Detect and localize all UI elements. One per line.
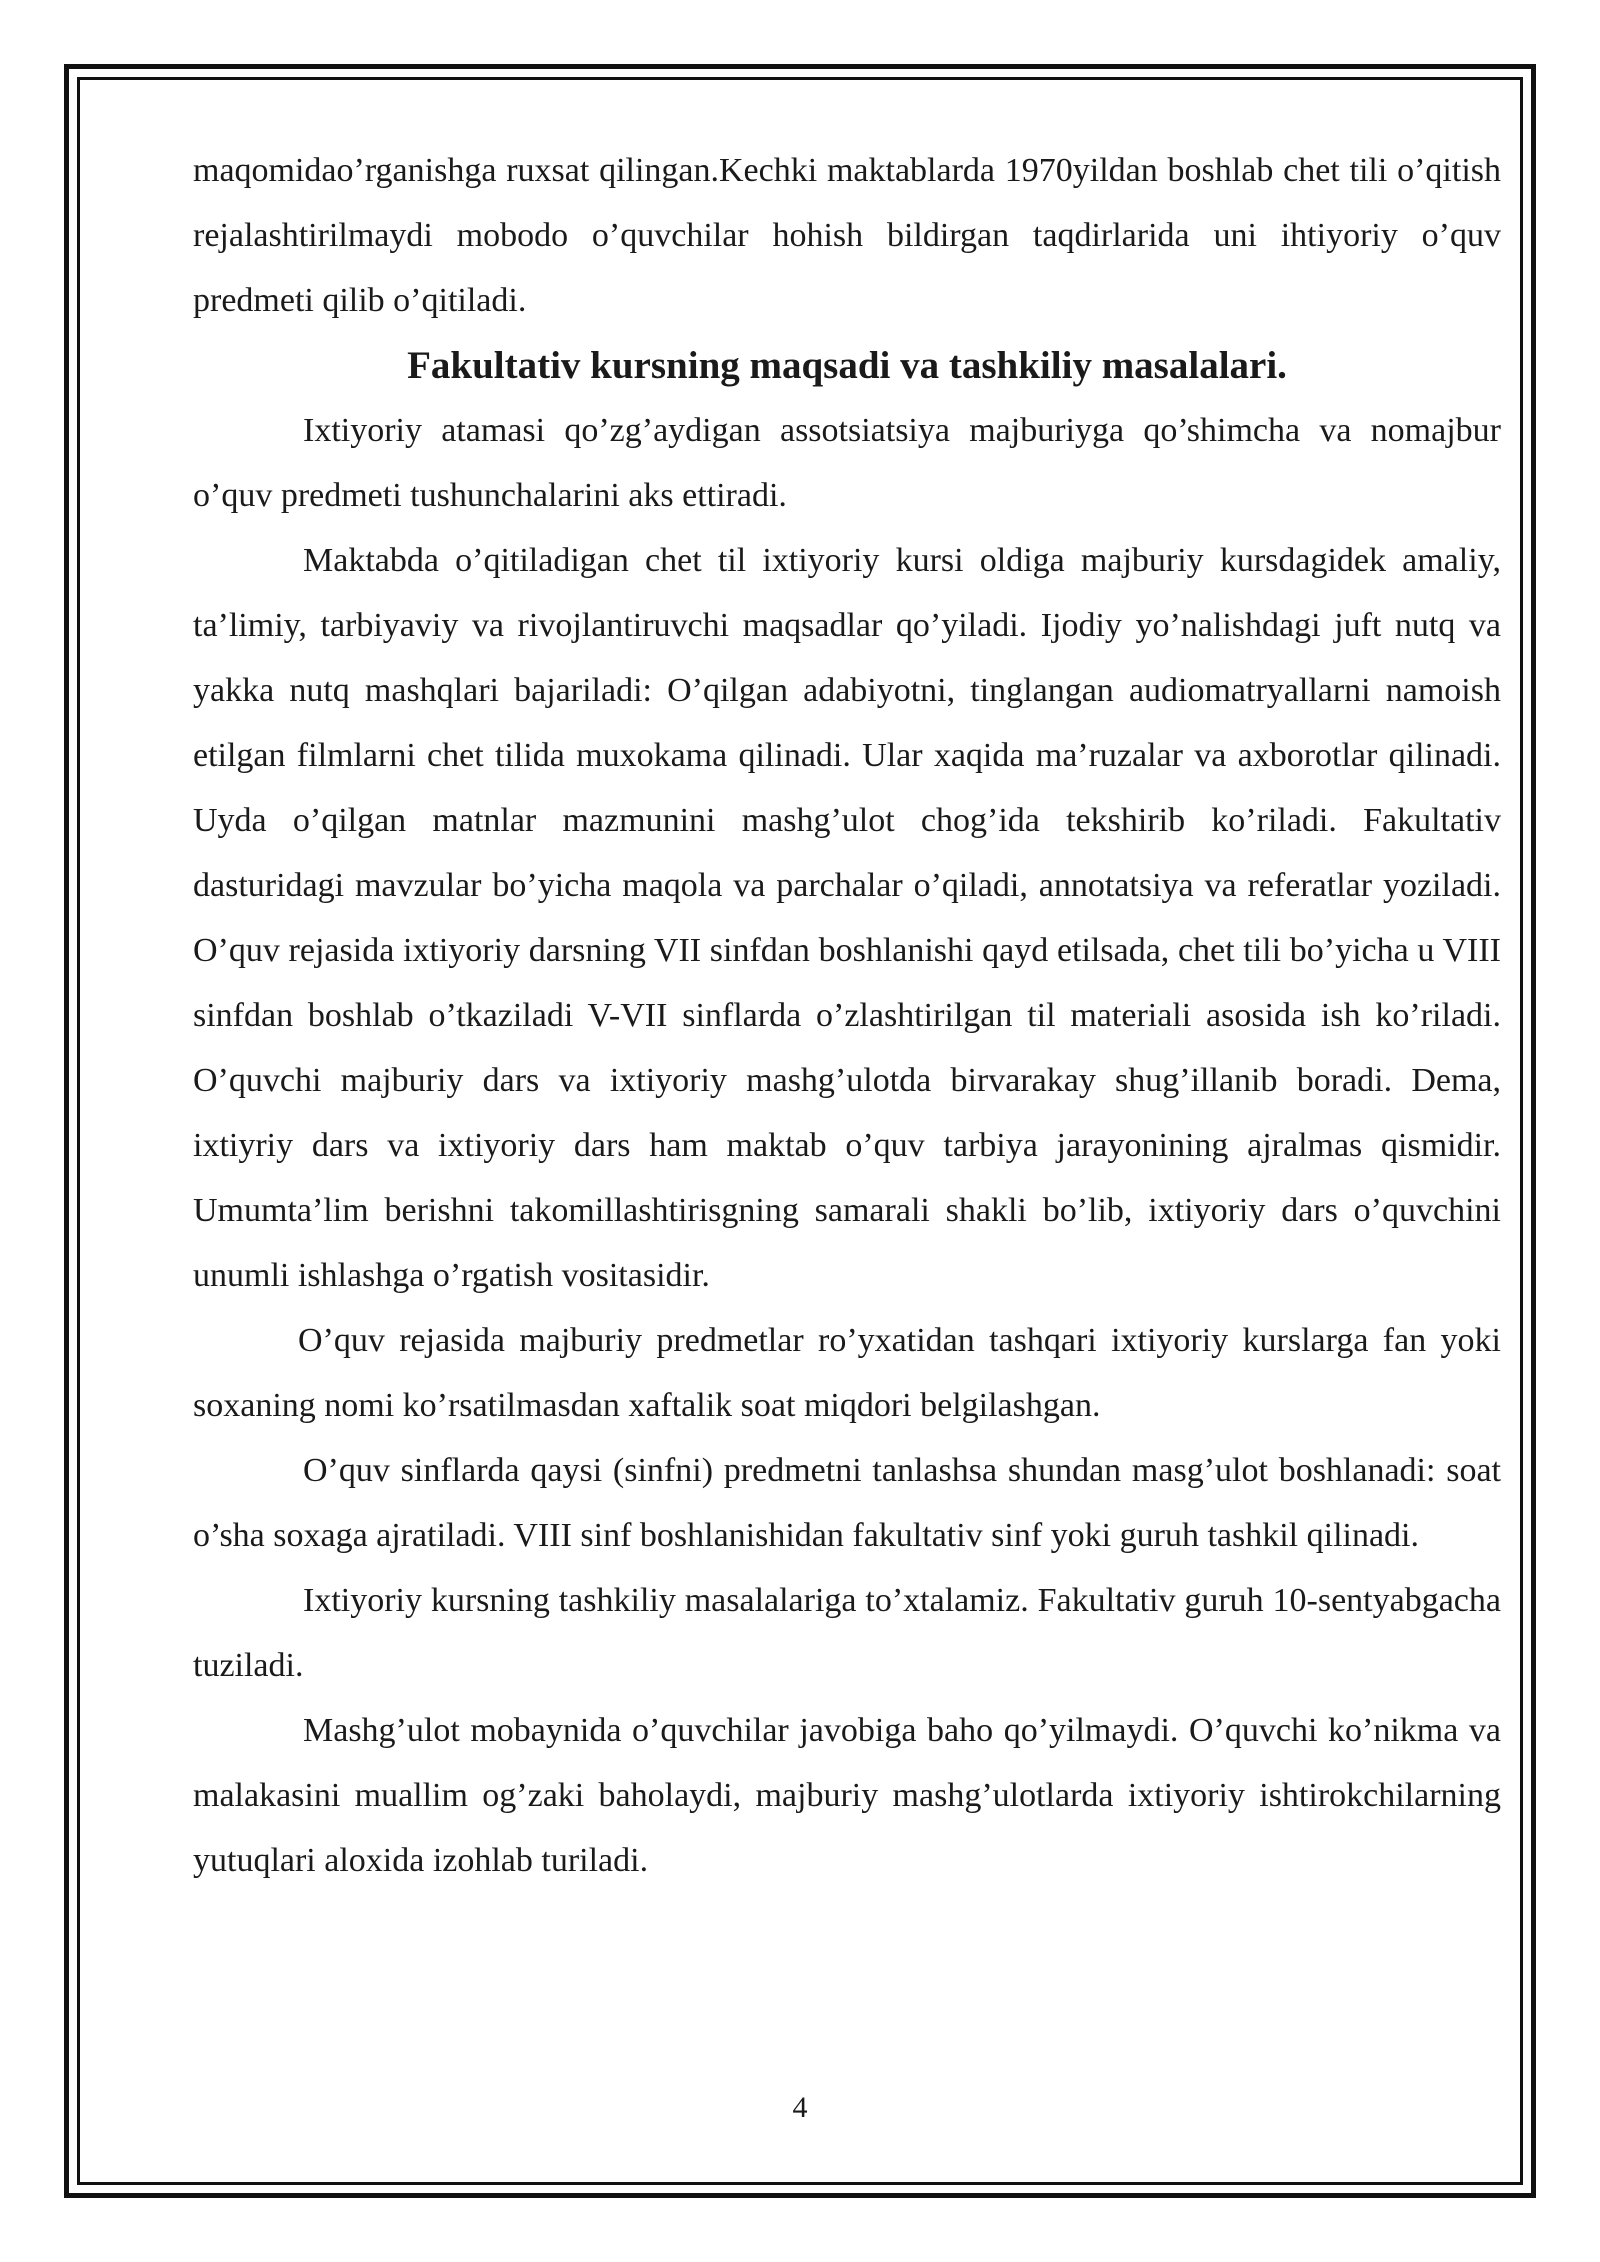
paragraph-definition: Ixtiyoriy atamasi qo’zg’aydigan assotsiatsiya majburiyga qo’shimcha va nomajbur o’quv predmeti tushunchalarini aks ettiradi. (193, 412, 1501, 514)
paragraph-continuation: maqomidao’rganishga ruxsat qilingan.Kechki maktablarda 1970yildan boshlab chet tili o’qitish rejalashtirilmaydi mobodo o’quvchilar hohish bildirgan taqdirlarida uni ihtiyoriy o’quv predmeti qilib o’qitiladi. (193, 152, 1501, 319)
page-number: 4 (792, 2091, 808, 2124)
page-content (193, 138, 1501, 1893)
paragraph-class-selection: O’quv sinflarda qaysi (sinfni) predmetni tanlashsa shundan masg’ulot boshlanadi: soat o’sha soxaga ajratiladi. VIII sinf boshlanishidan fakultativ sinf yoki guruh tashkil qilinadi. (193, 1452, 1501, 1554)
paragraph-goals: Maktabda o’qitiladigan chet til ixtiyoriy kursi oldiga majburiy kursdagidek amaliy, ta’limiy, tarbiyaviy va rivojlantiruvchi maqsadlar qo’yiladi. Ijodiy yo’nalishdagi juft nutq va yakka nutq mashqlari bajariladi: O’qilgan adabiyotni, tinglangan audiomatryallarni namoish etilgan filmlarni chet tilida muxokama qilinadi. Ular xaqida ma’ruzalar va axborotlar qilinadi. Uyda o’qilgan matnlar mazmunini mashg’ulot chog’ida tekshirib ko’riladi. Fakultativ dasturidagi mavzular bo’yicha maqola va parchalar o’qiladi, annotatsiya va referatlar yoziladi. O’quv rejasida ixtiyoriy darsning VII sinfdan boshlanishi qayd etilsada, chet tili bo’yicha u VIII sinfdan boshlab o’tkaziladi V-VII sinflarda o’zlashtirilgan til materiali asosida ish ko’riladi. O’quvchi majburiy dars va ixtiyoriy mashg’ulotda birvarakay shug’illanib boradi. Dema, ixtiyriy dars va ixtiyoriy dars ham maktab o’quv tarbiya jarayonining ajralmas qismidir. Umumta’lim berishni takomillashtirisgning samarali shakli bo’lib, ixtiyoriy dars o’quvchini unumli ishlashga o’rgatish vositasidir. (193, 542, 1501, 1294)
paragraph-assessment: Mashg’ulot mobaynida o’quvchilar javobiga baho qo’yilmaydi. O’quvchi ko’nikma va malakasini muallim og’zaki baholaydi, majburiy mashg’ulotlarda ixtiyoriy ishtirokchilarning yutuqlari aloxida izohlab turiladi. (193, 1712, 1501, 1879)
paragraph-organization: Ixtiyoriy kursning tashkiliy masalalariga to’xtalamiz. Fakultativ guruh 10-sentyabgacha tuziladi. (193, 1582, 1501, 1684)
paragraph-curriculum: O’quv rejasida majburiy predmetlar ro’yxatidan tashqari ixtiyoriy kurslarga fan yoki soxaning nomi ko’rsatilmasdan xaftalik soat miqdori belgilashgan. (193, 1322, 1501, 1424)
section-heading: Fakultativ kursning maqsadi va tashkiliy masalalari. (407, 344, 1287, 387)
